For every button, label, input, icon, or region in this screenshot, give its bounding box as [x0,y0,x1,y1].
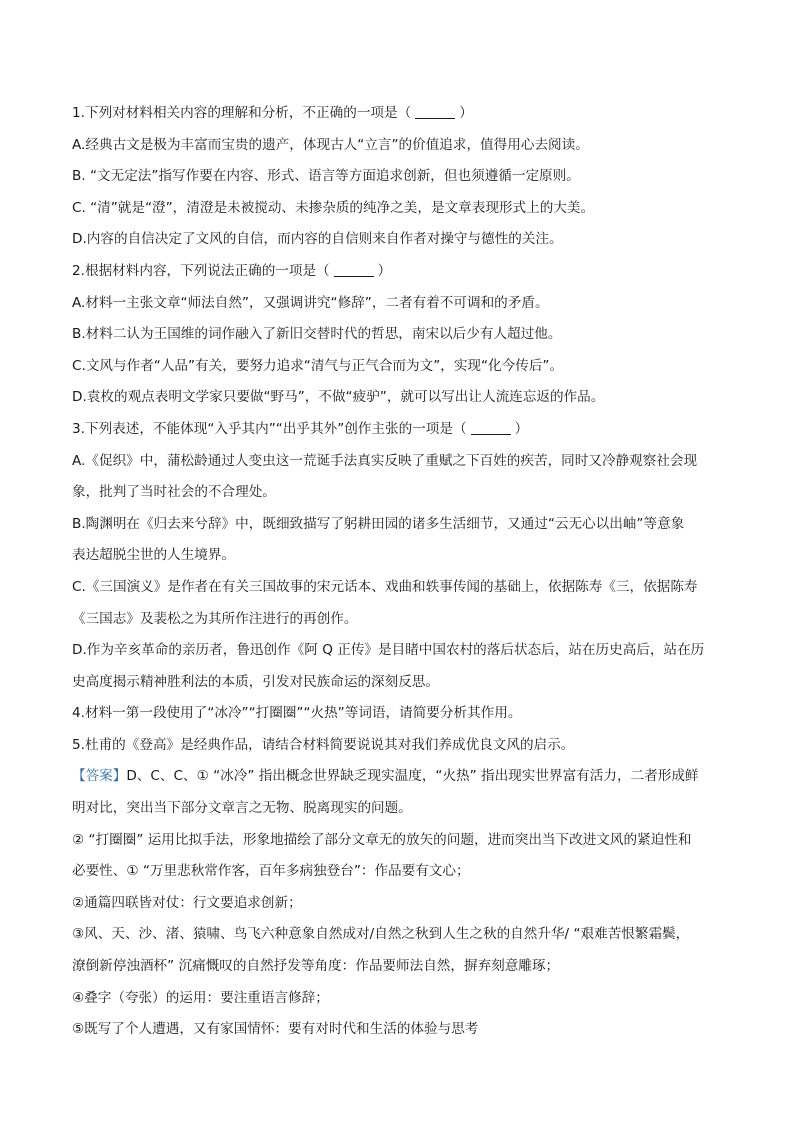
answer-blank [334,261,374,277]
question-3-option-d-line1: D.作为辛亥革命的亲历者，鲁迅创作《阿 Q 正传》是目睹中国农村的落后状态后，站在历史高后，站在历 [72,642,705,659]
question-3-option-d-line2: 史高度揭示精神胜利法的本质，引发对民族命运的深刻反思。 [72,673,440,690]
answer-line-3: ② “打圈圈” 运用比拟手法，形象地描绘了部分文章无的放矢的问题，进而突出当下改进文风的紧迫性和 [72,831,692,848]
answer-line-5: ②通篇四联皆对仗：行文要追求创新； [72,894,302,911]
question-3-option-a-line1: A.《促织》中，蒲松龄通过人变虫这一荒诞手法真实反映了重赋之下百姓的疾苦，同时又冷静观察社会现 [72,452,698,469]
question-2-option-c: C.文风与作者“人品”有关，要努力追求“清气与正气合而为文”，实现“化今传后”。 [72,357,564,374]
question-3-option-c-line1: C.《三国演义》是作者在有关三国故事的宋元话本、戏曲和轶事传闻的基础上，依据陈寿《三，依据陈寿 [72,578,698,595]
answer-line-2: 明对比，突出当下部分文章言之无物、脱离现实的问题。 [72,800,412,817]
document-page [72,98,722,1046]
question-2-option-b: B.材料二认为王国维的词作融入了新旧交替时代的哲思，南宋以后少有人超过他。 [72,326,562,343]
answer-line-9: ⑤既写了个人遭遇，又有家国情怀：要有对时代和生活的体验与思考 [72,1021,479,1038]
answer-line-4: 必要性、① “万里悲秋常作客，百年多病独登台”：作品要有文心； [72,863,470,880]
answer-line-8: ④叠字（夸张）的运用：要注重语言修辞； [72,989,329,1006]
question-3-option-a-line2: 象，批判了当时社会的不合理处。 [72,484,276,501]
question-5: 5.杜甫的《登高》是经典作品，请结合材料简要说说其对我们养成优良文风的启示。 [72,736,575,753]
question-3-stem: 3.下列表述，不能体现“入乎其内”“出乎其外”创作主张的一项是（ ） [72,420,529,437]
question-1-option-c: C. “清”就是“澄”，清澄是未被搅动、未掺杂质的纯净之美，是文章表现形式上的大美。 [72,199,595,216]
question-3-option-b-line1: B.陶渊明在《归去来兮辞》中，既细致描写了躬耕田园的诸多生活细节，又通过“云无心以出岫”等意象 [72,515,685,532]
answer-line-1: 【答案】D、C、C、① “冰冷” 指出概念世界缺乏现实温度，“火热” 指出现实世界富有活力，二者形成鲜 [72,768,699,785]
question-2-option-d: D.袁枚的观点表明文学家只要做“野马”，不做“疲驴”，就可以写出让人流连忘返的作品。 [72,389,605,406]
question-2-option-a: A.材料一主张文章“师法自然”，又强调讲究“修辞”，二者有着不可调和的矛盾。 [72,294,549,311]
question-3-option-b-line2: 表达超脱尘世的人生境界。 [72,547,236,564]
question-1-option-d: D.内容的自信决定了文风的自信，而内容的自信则来自作者对操守与德性的关注。 [72,231,563,248]
question-4: 4.材料一第一段使用了“冰冷”“打圈圈”“火热”等词语，请简要分析其作用。 [72,705,522,722]
answer-blank [415,103,455,119]
question-2-stem: 2.根据材料内容，下列说法正确的一项是（ ） [72,262,392,279]
question-1-stem: 1.下列对材料相关内容的理解和分析，不正确的一项是（ ） [72,105,473,121]
answer-line-6: ③风、天、沙、渚、猿啸、鸟飞六种意象自然成对/自然之秋到人生之秋的自然升华/ “艰难苦恨繁霜鬓， [72,926,690,943]
question-1-option-b: B. “文无定法”指写作要在内容、形式、语言等方面追求创新，但也须遵循一定原则。 [72,168,580,185]
question-3-option-c-line2: 《三国志》及裴松之为其所作注进行的再创作。 [72,610,358,627]
answer-blank [471,419,511,435]
question-1-option-a: A.经典古文是极为丰富而宝贵的遗产，体现古人“立言”的价值追求，值得用心去阅读。 [72,136,589,153]
answer-line-7: 潦倒新停浊酒杯” 沉痛慨叹的自然抒发等角度：作品要师法自然，摒弃刻意雕琢； [72,958,560,975]
answer-tag: 【答案】 [72,768,127,785]
